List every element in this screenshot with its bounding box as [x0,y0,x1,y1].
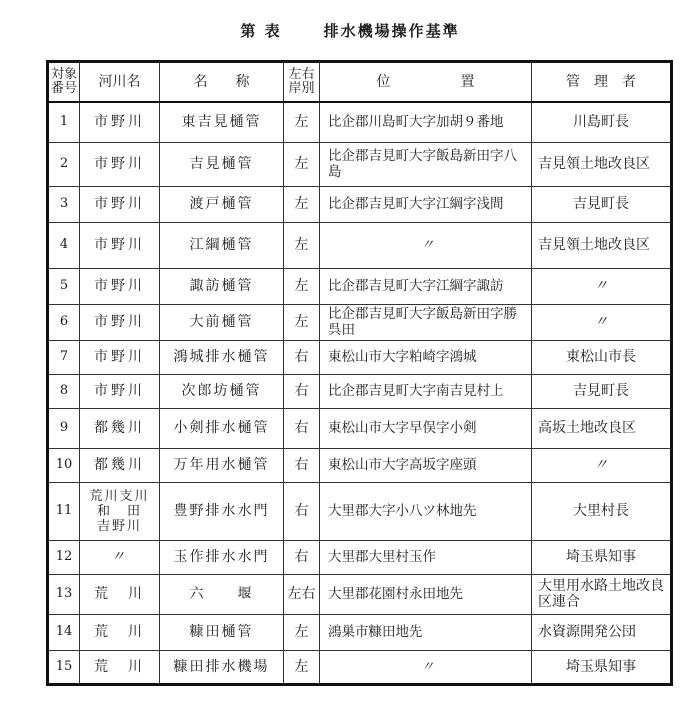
table-row [48,222,672,268]
row-name: 六 堰 [160,574,284,614]
row-manager: 川島町長 [532,102,672,142]
row-manager: 〃 [532,304,672,340]
row-river: 市野川 [80,268,160,304]
row-manager: 高坂土地改良区 [532,408,672,448]
row-bank-side: 左 [284,102,320,142]
row-bank-side: 右 [284,482,320,540]
row-bank-side: 左右 [284,574,320,614]
row-manager: 埼玉県知事 [532,650,672,684]
row-location: 大里郡大字小八ツ林地先 [320,482,532,540]
table-row [48,482,672,540]
row-manager: 吉見町長 [532,374,672,408]
row-name: 吉見樋管 [160,142,284,186]
row-location: 比企郡吉見町大字南吉見村上 [320,374,532,408]
row-river: 市野川 [80,222,160,268]
table-title-text: 排水機場操作基準 [323,22,460,40]
row-manager: 吉見領土地改良区 [532,142,672,186]
table-row [48,574,672,614]
row-number: 6 [48,304,80,340]
row-bank-side: 右 [284,340,320,374]
row-number: 8 [48,374,80,408]
row-bank-side: 左 [284,304,320,340]
table-row [48,374,672,408]
row-location: 〃 [320,222,532,268]
river-line: 吉野川 [96,518,142,534]
row-bank-side: 右 [284,540,320,574]
row-number: 12 [48,540,80,574]
river-line: 和 田 [96,503,142,519]
operation-standards-table [46,60,673,686]
table-row [48,540,672,574]
row-name: 東吉見樋管 [160,102,284,142]
header-name: 名 称 [160,62,284,103]
row-river: 市野川 [80,186,160,222]
row-location: 比企郡吉見町大字江綱字浅間 [320,186,532,222]
row-name: 次郎坊樋管 [160,374,284,408]
row-name: 豊野排水水門 [160,482,284,540]
row-location: 大里郡花園村永田地先 [320,574,532,614]
row-name: 江綱樋管 [160,222,284,268]
row-name: 糠田樋管 [160,614,284,650]
row-bank-side: 左 [284,222,320,268]
table-row [48,304,672,340]
table-row [48,448,672,482]
table-row [48,614,672,650]
row-name: 渡戸樋管 [160,186,284,222]
table-row [48,102,672,142]
header-number: 対象 番号 [48,62,80,103]
row-manager: 吉見町長 [532,186,672,222]
row-location: 比企郡吉見町大字飯島新田字八島 [320,142,532,186]
row-manager: 吉見領土地改良区 [532,222,672,268]
row-location: 大里郡大里村玉作 [320,540,532,574]
row-name: 大前樋管 [160,304,284,340]
header-bank-side: 左右 岸別 [284,62,320,103]
row-bank-side: 左 [284,142,320,186]
row-river: 市野川 [80,340,160,374]
row-number: 7 [48,340,80,374]
row-bank-side: 左 [284,614,320,650]
row-manager: 大里用水路土地改良区連合 [532,574,672,614]
row-name: 鴻城排水樋管 [160,340,284,374]
row-number: 15 [48,650,80,684]
river-line: 荒川支川 [89,488,150,504]
row-river [80,482,160,540]
row-manager: 東松山市長 [532,340,672,374]
row-river: 市野川 [80,374,160,408]
row-bank-side: 右 [284,448,320,482]
row-name: 小剣排水樋管 [160,408,284,448]
row-number: 4 [48,222,80,268]
table-row [48,268,672,304]
row-location: 東松山市大字高坂字座頭 [320,448,532,482]
row-manager: 〃 [532,268,672,304]
row-bank-side: 左 [284,268,320,304]
header-river: 河川名 [80,62,160,103]
row-river: 都幾川 [80,448,160,482]
row-name: 万年用水樋管 [160,448,284,482]
table-number: 第 表 [240,22,282,40]
row-location: 比企郡吉見町大字飯島新田字勝呉田 [320,304,532,340]
row-number: 1 [48,102,80,142]
row-location: 東松山市大字早俣字小剣 [320,408,532,448]
row-location: 比企郡川島町大字加胡９番地 [320,102,532,142]
row-bank-side: 右 [284,374,320,408]
row-location: 東松山市大字粕崎字鴻城 [320,340,532,374]
row-name: 糠田排水機場 [160,650,284,684]
row-number: 2 [48,142,80,186]
row-number: 14 [48,614,80,650]
header-location: 位 置 [320,62,532,103]
row-manager: 〃 [532,448,672,482]
row-bank-side: 左 [284,650,320,684]
row-number: 13 [48,574,80,614]
table-row [48,142,672,186]
row-name: 玉作排水水門 [160,540,284,574]
row-manager: 埼玉県知事 [532,540,672,574]
row-number: 11 [48,482,80,540]
row-number: 5 [48,268,80,304]
row-number: 3 [48,186,80,222]
row-river: 荒 川 [80,650,160,684]
row-manager: 大里村長 [532,482,672,540]
row-number: 10 [48,448,80,482]
table-title [0,20,700,41]
row-location: 比企郡吉見町大字江綱字諏訪 [320,268,532,304]
row-bank-side: 右 [284,408,320,448]
table-row [48,186,672,222]
row-location: 〃 [320,650,532,684]
row-river: 市野川 [80,102,160,142]
header-manager: 管 理 者 [532,62,672,103]
row-location: 鴻巣市糠田地先 [320,614,532,650]
row-river: 荒 川 [80,614,160,650]
row-river: 荒 川 [80,574,160,614]
row-name: 諏訪樋管 [160,268,284,304]
row-manager: 水資源開発公団 [532,614,672,650]
row-river: 市野川 [80,142,160,186]
table-row [48,650,672,684]
row-river: 市野川 [80,304,160,340]
header-row [48,62,672,103]
row-river: 〃 [80,540,160,574]
table-row [48,340,672,374]
row-bank-side: 左 [284,186,320,222]
table-row [48,408,672,448]
row-river: 都幾川 [80,408,160,448]
row-number: 9 [48,408,80,448]
